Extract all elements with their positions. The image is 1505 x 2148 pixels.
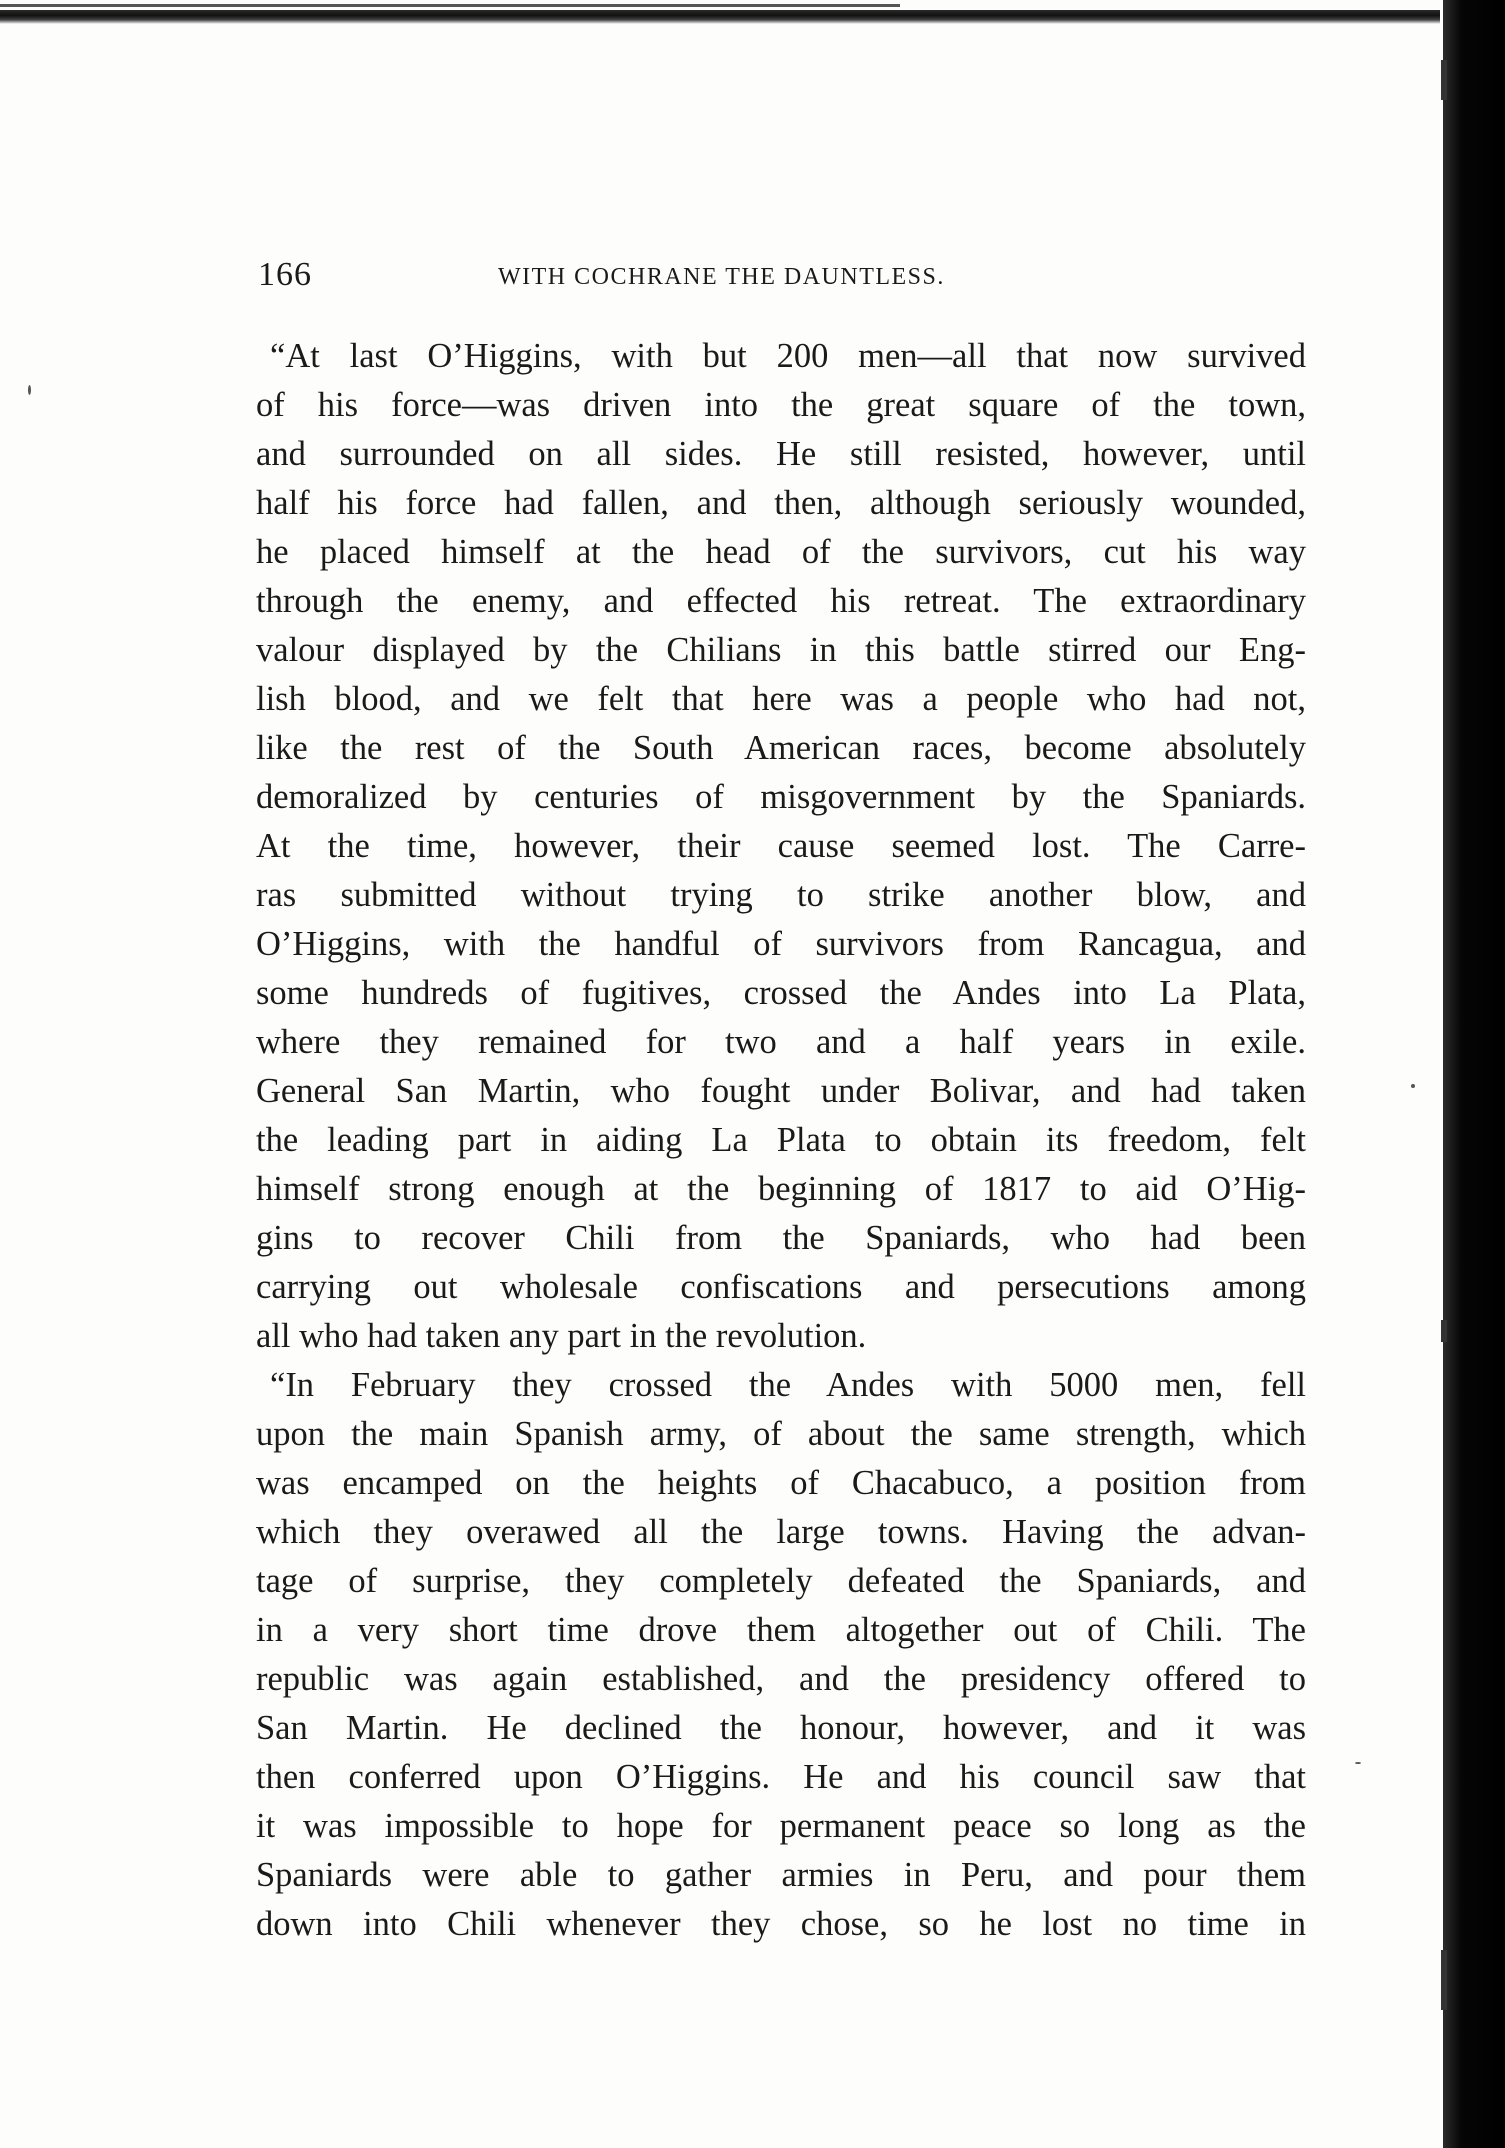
- text-line: was encamped on the heights of Chacabuco, a position from: [256, 1464, 1306, 1502]
- text-line: then conferred upon O’Higgins. He and his council saw that: [256, 1758, 1306, 1796]
- text-line: O’Higgins, with the handful of survivors from Rancagua, and: [256, 925, 1306, 963]
- text-line: gins to recover Chili from the Spaniards, who had been: [256, 1219, 1306, 1257]
- text-line: all who had taken any part in the revolution.: [256, 1317, 867, 1355]
- text-line: tage of surprise, they completely defeated the Spaniards, and: [256, 1562, 1306, 1600]
- text-line: valour displayed by the Chilians in this battle stirred our Eng-: [256, 631, 1306, 669]
- scan-top-rule: [0, 10, 1440, 24]
- scan-mark: [1411, 1084, 1415, 1088]
- scan-edge-speck: [1441, 1320, 1447, 1342]
- text-line: it was impossible to hope for permanent peace so long as the: [256, 1807, 1306, 1845]
- text-line: “At last O’Higgins, with but 200 men—all that now survived: [270, 337, 1306, 375]
- text-line: Spaniards were able to gather armies in Peru, and pour them: [256, 1856, 1306, 1894]
- text-line: At the time, however, their cause seemed lost. The Carre-: [256, 827, 1306, 865]
- scan-mark: [28, 385, 31, 395]
- text-line: lish blood, and we felt that here was a people who had not,: [256, 680, 1306, 718]
- text-line: some hundreds of fugitives, crossed the Andes into La Plata,: [256, 974, 1306, 1012]
- scan-top-thin-rule: [0, 4, 900, 7]
- paragraph-1: [256, 332, 1306, 1361]
- scan-edge-speck: [1441, 1950, 1447, 2010]
- text-line: the leading part in aiding La Plata to obtain its freedom, felt: [256, 1121, 1306, 1159]
- text-line: republic was again established, and the presidency offered to: [256, 1660, 1306, 1698]
- text-line: through the enemy, and effected his retreat. The extraordinary: [256, 582, 1306, 620]
- text-line: upon the main Spanish army, of about the same strength, which: [256, 1415, 1306, 1453]
- text-line: in a very short time drove them altogether out of Chili. The: [256, 1611, 1306, 1649]
- text-line: General San Martin, who fought under Bolivar, and had taken: [256, 1072, 1306, 1110]
- scan-edge-speck: [1441, 60, 1447, 100]
- text-line: he placed himself at the head of the survivors, cut his way: [256, 533, 1306, 571]
- page-header: [258, 256, 1298, 296]
- paragraph-2: [256, 1361, 1306, 1949]
- text-line: San Martin. He declined the honour, however, and it was: [256, 1709, 1306, 1747]
- text-line: himself strong enough at the beginning of 1817 to aid O’Hig-: [256, 1170, 1306, 1208]
- body-text: [256, 332, 1306, 1949]
- text-line: carrying out wholesale confiscations and persecutions among: [256, 1268, 1306, 1306]
- text-line: “In February they crossed the Andes with 5000 men, fell: [270, 1366, 1306, 1404]
- text-line: ras submitted without trying to strike another blow, and: [256, 876, 1306, 914]
- page-number: 166: [258, 256, 312, 293]
- scan-mark: [1355, 1762, 1361, 1764]
- running-head: WITH COCHRANE THE DAUNTLESS.: [498, 264, 945, 290]
- text-line: down into Chili whenever they chose, so he lost no time in: [256, 1905, 1306, 1943]
- text-line: of his force—was driven into the great square of the town,: [256, 386, 1306, 424]
- text-line: demoralized by centuries of misgovernment by the Spaniards.: [256, 778, 1306, 816]
- text-line: and surrounded on all sides. He still resisted, however, until: [256, 435, 1306, 473]
- text-line: where they remained for two and a half years in exile.: [256, 1023, 1306, 1061]
- scan-right-edge: [1443, 0, 1505, 2148]
- text-line: half his force had fallen, and then, although seriously wounded,: [256, 484, 1306, 522]
- text-line: which they overawed all the large towns. Having the advan-: [256, 1513, 1306, 1551]
- text-line: like the rest of the South American races, become absolutely: [256, 729, 1306, 767]
